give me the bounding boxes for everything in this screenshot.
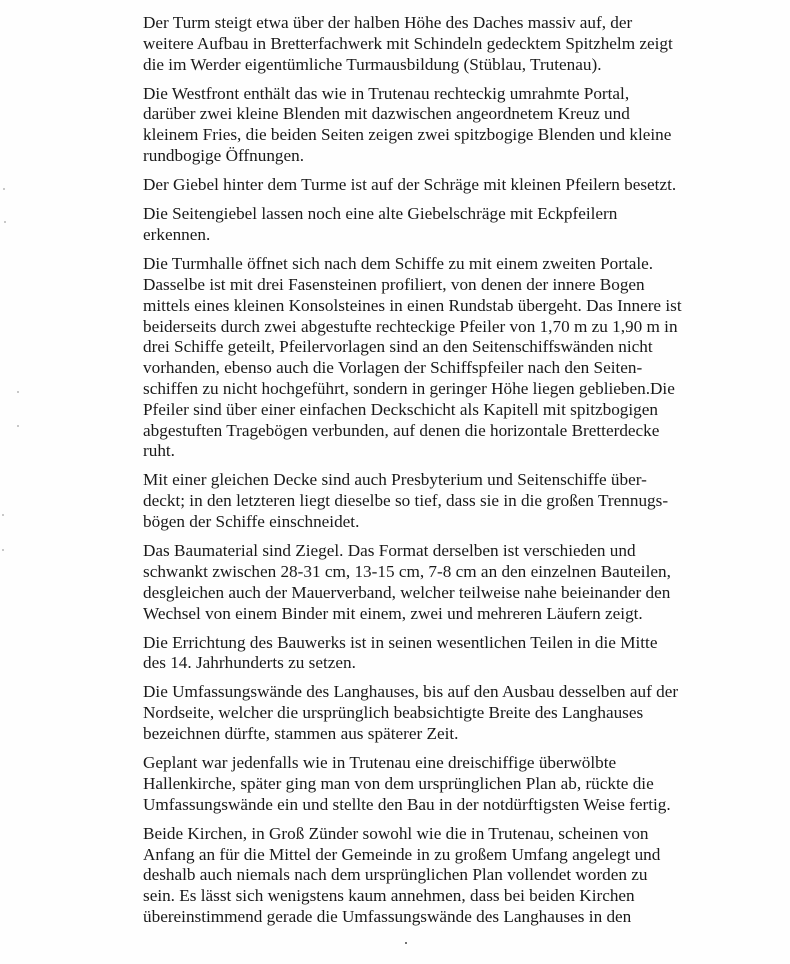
paragraph: [143, 204, 673, 246]
paragraph: [143, 541, 673, 624]
scan-dot: [405, 942, 407, 944]
text-line: Mit einer gleichen Decke sind auch Presbyterium und Seitenschiffe über-: [143, 470, 647, 490]
text-line: schwankt zwischen 28-31 cm, 13-15 cm, 7-8 cm an den einzelnen Bauteilen,: [143, 561, 671, 581]
text-line: weitere Aufbau in Bretterfachwerk mit Schindeln gedecktem Spitzhelm zeigt: [143, 33, 673, 53]
paragraph: [143, 753, 673, 815]
text-line: bezeichnen dürfte, stammen aus späterer Zeit.: [143, 724, 459, 744]
paragraph: [143, 84, 673, 167]
text-line: ruht.: [143, 441, 175, 461]
text-line: desgleichen auch der Mauerverband, welcher teilweise nahe beieinander den: [143, 582, 671, 602]
text-line: Die Errichtung des Bauwerks ist in seinen wesentlichen Teilen in die Mitte: [143, 632, 658, 652]
text-line: bögen der Schiffe einschneidet.: [143, 512, 360, 532]
text-line: Geplant war jedenfalls wie in Trutenau eine dreischiffige überwölbte: [143, 753, 617, 773]
text-line: Der Turm steigt etwa über der halben Höhe des Daches massiv auf, der: [143, 13, 633, 32]
text-line: deshalb auch niemals nach dem ursprünglichen Plan vollendet worden zu: [143, 865, 648, 885]
paragraph: [143, 13, 673, 75]
text-line: Pfeiler sind über einer einfachen Deckschicht als Kapitell mit spitzbogigen: [143, 399, 658, 419]
text-line: darüber zwei kleine Blenden mit dazwischen angeordnetem Kreuz und: [143, 104, 630, 124]
text-line: die im Werder eigentümliche Turmausbildung (Stüblau, Trutenau).: [143, 54, 602, 74]
paragraph: [143, 682, 679, 744]
text-line: Dasselbe ist mit drei Fasensteinen profiliert, von denen der innere Bogen: [143, 274, 645, 294]
text-line: deckt; in den letzteren liegt dieselbe so tief, dass sie in die großen Trennugs-: [143, 491, 669, 511]
scan-speck: [17, 391, 19, 393]
text-line: Nordseite, welcher die ursprünglich beabsichtigte Breite des Langhauses: [143, 703, 644, 723]
text-line: Die Umfassungswände des Langhauses, bis auf den Ausbau desselben auf der: [143, 682, 679, 702]
paragraph: [143, 470, 673, 532]
scan-speck: [17, 425, 19, 427]
text-line: abgestuften Tragebögen verbunden, auf denen die horizontale Bretterdecke: [143, 420, 660, 440]
paragraph: [143, 633, 673, 675]
scan-speck: [3, 188, 5, 190]
text-line: Die Turmhalle öffnet sich nach dem Schiffe zu mit einem zweiten Portale.: [143, 254, 654, 274]
scan-speck: [2, 514, 4, 516]
text-line: Die Westfront enthält das wie in Trutenau rechteckig umrahmte Portal,: [143, 83, 630, 103]
text-line: beiderseits durch zwei abgestufte rechteckige Pfeiler von 1,70 m zu 1,90 m in: [143, 316, 678, 336]
text-line: mittels eines kleinen Konsolsteines in einen Rundstab übergeht. Das Innere ist: [143, 295, 682, 315]
text-line: Beide Kirchen, in Groß Zünder sowohl wie die in Trutenau, scheinen von: [143, 823, 649, 843]
text-line: rundbogige Öffnungen.: [143, 146, 305, 166]
text-line: Das Baumaterial sind Ziegel. Das Format derselben ist verschieden und: [143, 541, 636, 561]
text-line: Hallenkirche, später ging man von dem ursprünglichen Plan ab, rückte die: [143, 773, 654, 793]
text-line: vorhanden, ebenso auch die Vorlagen der Schiffspfeiler nach den Seiten-: [143, 358, 643, 378]
text-line: des 14. Jahrhunderts zu setzen.: [143, 653, 356, 673]
paragraph: [143, 254, 682, 462]
text-line: Der Giebel hinter dem Turme ist auf der Schräge mit kleinen Pfeilern besetzt.: [143, 175, 677, 195]
paragraph: [143, 824, 673, 928]
scan-speck: [2, 549, 4, 551]
text-line: Wechsel von einem Binder mit einem, zwei und mehreren Läufern zeigt.: [143, 603, 643, 623]
text-line: drei Schiffe geteilt, Pfeilervorlagen sind an den Seitenschiffswänden nicht: [143, 337, 653, 357]
text-line: erkennen.: [143, 225, 211, 245]
text-line: Anfang an für die Mittel der Gemeinde in zu großem Umfang angelegt und: [143, 844, 661, 864]
text-line: Die Seitengiebel lassen noch eine alte Giebelschräge mit Eckpfeilern: [143, 204, 618, 224]
text-line: Umfassungswände ein und stellte den Bau in der notdürftigsten Weise fertig.: [143, 794, 671, 814]
text-line: übereinstimmend gerade die Umfassungswände des Langhauses in den: [143, 907, 632, 927]
scan-speck: [4, 221, 6, 223]
text-line: schiffen zu nicht hochgeführt, sondern in geringer Höhe liegen geblieben.Die: [143, 378, 675, 398]
text-line: kleinem Fries, die beiden Seiten zeigen zwei spitzbogige Blenden und kleine: [143, 125, 672, 145]
text-line: sein. Es lässt sich wenigstens kaum annehmen, dass bei beiden Kirchen: [143, 886, 635, 906]
paragraph: [143, 175, 677, 196]
document-body: [143, 13, 682, 936]
